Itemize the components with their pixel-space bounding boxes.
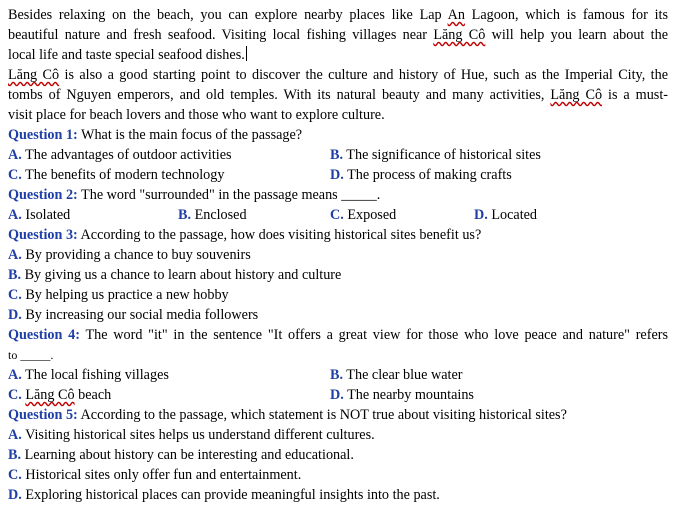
- option-c[interactable]: [8, 165, 224, 185]
- option-a[interactable]: [8, 245, 668, 265]
- option-d[interactable]: [330, 165, 512, 185]
- passage-text: tombs of Nguyen emperors, and old temples. With its natural beauty and many activities,: [8, 87, 551, 103]
- option-text: The local fishing villages: [21, 367, 169, 383]
- option-text: beach: [74, 387, 112, 403]
- passage-line[interactable]: [8, 25, 668, 45]
- option-letter: D.: [8, 487, 22, 503]
- spellcheck-word[interactable]: Lăng Cô: [550, 87, 603, 103]
- option-letter: B.: [330, 147, 344, 163]
- spellcheck-word[interactable]: Lăng Cô: [25, 387, 75, 403]
- option-c[interactable]: [8, 385, 111, 405]
- option-b[interactable]: [330, 365, 463, 385]
- question-text: What is the main focus of the passage?: [77, 127, 303, 143]
- option-text: Enclosed: [191, 207, 247, 223]
- option-text: Isolated: [21, 207, 71, 223]
- option-letter: C.: [8, 467, 22, 483]
- option-text: Historical sites only offer fun and entertainment.: [21, 467, 302, 483]
- option-letter: C.: [8, 287, 22, 303]
- option-letter: D.: [330, 167, 344, 183]
- question-stem[interactable]: [8, 405, 668, 425]
- option-letter: C.: [8, 387, 22, 403]
- option-c[interactable]: [330, 205, 396, 225]
- option-text: The clear blue water: [343, 367, 463, 383]
- option-letter: B.: [8, 267, 22, 283]
- option-letter: C.: [8, 167, 22, 183]
- option-letter: C.: [330, 207, 344, 223]
- passage-text: beautiful nature and fresh seafood. Visiting local fishing villages near: [8, 27, 434, 43]
- option-d[interactable]: [8, 305, 668, 325]
- spellcheck-word[interactable]: Lăng Cô: [433, 27, 486, 43]
- option-letter: B.: [8, 447, 22, 463]
- passage-text: is a must-: [602, 87, 668, 103]
- question-label: Question 1:: [8, 127, 78, 143]
- text-cursor: [246, 46, 247, 61]
- question-label: Question 2:: [8, 187, 78, 203]
- question-stem-continuation[interactable]: [8, 345, 668, 365]
- option-text: Exploring historical places can provide meaningful insights into the past.: [21, 487, 440, 503]
- passage-text: Lagoon, which is famous for its: [464, 7, 669, 23]
- question-stem[interactable]: [8, 225, 668, 245]
- option-a[interactable]: [8, 145, 232, 165]
- passage-line[interactable]: [8, 5, 668, 25]
- option-b[interactable]: [8, 445, 668, 465]
- option-b[interactable]: [8, 265, 668, 285]
- option-c[interactable]: [8, 465, 668, 485]
- passage-text: will help you learn about the: [485, 27, 668, 43]
- question-text: The word "it" in the sentence "It offers a great view for those who love peace and nature" refers: [79, 327, 668, 343]
- option-row: [8, 385, 668, 405]
- option-text: The process of making crafts: [343, 167, 512, 183]
- question-text: According to the passage, which statement is NOT true about visiting historical sites?: [77, 407, 567, 423]
- option-text: Exposed: [343, 207, 397, 223]
- option-d[interactable]: [330, 385, 474, 405]
- option-row: [8, 165, 668, 185]
- option-letter: D.: [330, 387, 344, 403]
- option-d[interactable]: [8, 485, 668, 505]
- option-letter: D.: [474, 207, 488, 223]
- spellcheck-word[interactable]: An: [447, 7, 465, 23]
- option-letter: A.: [8, 207, 22, 223]
- option-letter: A.: [8, 427, 22, 443]
- spellcheck-word[interactable]: Lăng Cô: [8, 67, 60, 83]
- question-label: Question 3:: [8, 227, 78, 243]
- option-letter: D.: [8, 307, 22, 323]
- question-label: Question 5:: [8, 407, 78, 423]
- option-text: By providing a chance to buy souvenirs: [21, 247, 251, 263]
- option-c[interactable]: [8, 285, 668, 305]
- passage-line[interactable]: [8, 85, 668, 105]
- option-text: The significance of historical sites: [343, 147, 541, 163]
- option-row: [8, 205, 668, 225]
- passage-text: is also a good starting point to discover the culture and history of Hue, such as the Imperial City, the: [59, 67, 668, 83]
- document-page: [8, 5, 668, 505]
- option-letter: A.: [8, 147, 22, 163]
- option-row: [8, 145, 668, 165]
- question-label: Question 4:: [8, 327, 80, 343]
- question-stem[interactable]: [8, 125, 668, 145]
- option-b[interactable]: [330, 145, 541, 165]
- option-text: By increasing our social media followers: [21, 307, 259, 323]
- option-a[interactable]: [8, 205, 70, 225]
- question-text: The word "surrounded" in the passage means _____.: [77, 187, 381, 203]
- passage-line[interactable]: [8, 45, 668, 65]
- option-text: By giving us a chance to learn about history and culture: [21, 267, 342, 283]
- option-row: [8, 365, 668, 385]
- option-letter: A.: [8, 367, 22, 383]
- option-text: The nearby mountains: [343, 387, 474, 403]
- option-a[interactable]: [8, 365, 169, 385]
- passage-line[interactable]: [8, 65, 668, 85]
- option-text: The advantages of outdoor activities: [21, 147, 232, 163]
- option-text: By helping us practice a new hobby: [21, 287, 229, 303]
- question-stem[interactable]: [8, 185, 668, 205]
- passage-line[interactable]: [8, 105, 668, 125]
- option-d[interactable]: [474, 205, 537, 225]
- option-a[interactable]: [8, 425, 668, 445]
- question-text: to _____.: [8, 348, 54, 362]
- option-letter: A.: [8, 247, 22, 263]
- passage-text: visit place for beach lovers and those who want to explore culture.: [8, 107, 385, 123]
- option-b[interactable]: [178, 205, 247, 225]
- option-text: Learning about history can be interesting and educational.: [21, 447, 354, 463]
- option-text: Visiting historical sites helps us understand different cultures.: [21, 427, 375, 443]
- option-letter: B.: [178, 207, 192, 223]
- option-text: Located: [487, 207, 538, 223]
- passage-text: local life and taste special seafood dishes.: [8, 47, 245, 63]
- passage-text: Besides relaxing on the beach, you can explore nearby places like Lap: [8, 7, 448, 23]
- option-letter: B.: [330, 367, 344, 383]
- option-text: The benefits of modern technology: [21, 167, 225, 183]
- question-text: According to the passage, how does visiting historical sites benefit us?: [77, 227, 482, 243]
- question-stem[interactable]: [8, 325, 668, 345]
